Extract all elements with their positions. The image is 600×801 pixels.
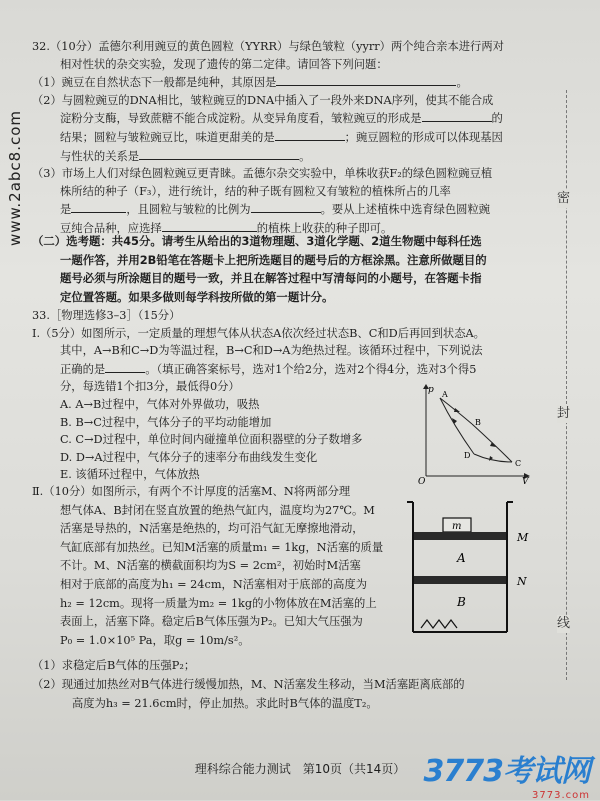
state-d-label: D bbox=[464, 451, 471, 460]
question-32: 32.（10分）孟德尔利用豌豆的黄色圆粒（YYRR）与绿色皱粒（yyrr）两个纯合亲本进行两对 相对性状的杂交实验，发现了遗传的第二定律。请回答下列问题： （1）豌豆在自然状态下一般都是纯种，其原因是 。 （2）与圆粒豌豆的DNA相比，皱粒豌豆的DNA中插入了一段外来DNA序列，使其不能合成 淀粉分支酶，导致蔗糖不能合成淀粉。从变异角度看，皱粒豌豆的形成是 的 结果；圆粒与皱粒豌豆比，味道更甜美的是 ；豌豆圆粒的形成可以体现基因 与性状的关系是 。 （3）市场上人们对绿色圆粒豌豆更青睐。孟德尔杂交实验中，单株收获F₂的绿色圆粒豌豆植 株所结的种子（F₃），进行统计，结的种子既有圆粒又有皱粒的植株所占的几率 是 ，且圆粒与皱粒的比例为 。要从上述植株中选育绿色圆粒豌 豆纯合品种，应选择 的植株上收获的种子即可。 bbox=[32, 38, 564, 238]
pv-diagram bbox=[418, 384, 533, 484]
process-da-curve bbox=[440, 398, 474, 454]
answer-blank bbox=[422, 109, 492, 122]
q33-ii9: P₀ = 1.0×10⁵ Pa，取g = 10m/s²。 bbox=[60, 633, 250, 647]
q33-ii2: 想气体A、B封闭在竖直放置的绝热气缸内，温度均为27℃。M bbox=[60, 503, 375, 517]
elective-instructions bbox=[32, 232, 564, 306]
side-url: www.2abc8.com bbox=[6, 110, 24, 247]
q32-p2b: 淀粉分支酶，导致蔗糖不能合成淀粉。从变异角度看，皱粒豌豆的形成是 bbox=[60, 112, 422, 126]
option-b: B. B→C过程中，气体分子的平均动能增加 bbox=[60, 415, 272, 429]
answer-blank bbox=[251, 200, 321, 213]
q32-head2: 相对性状的杂交实验，发现了遗传的第二定律。请回答下列问题： bbox=[60, 57, 388, 71]
q32-p3b: 株所结的种子（F₃），进行统计，结的种子既有圆粒又有皱粒的植株所占的几率 bbox=[60, 184, 451, 198]
answer-blank bbox=[162, 219, 257, 232]
piston-m-label: M bbox=[517, 531, 529, 544]
elective-line-4: 定位置答题。如果多做则每学科按所做的第一题计分。 bbox=[60, 289, 334, 304]
gas-b-label: B bbox=[457, 595, 466, 609]
option-d: D. D→A过程中，气体分子的速率分布曲线发生变化 bbox=[60, 450, 318, 464]
v-axis-label: V bbox=[522, 477, 529, 484]
state-b-label: B bbox=[475, 418, 481, 427]
q32-p2d: 与性状的关系是 bbox=[60, 149, 140, 163]
origin-label: O bbox=[418, 477, 426, 484]
q32-p3c-mid: ，且圆粒与皱粒的比例为 bbox=[126, 203, 251, 217]
page-footer: 理科综合能力测试 第10页（共14页） bbox=[194, 762, 406, 776]
q32-p2a: （2）与圆粒豌豆的DNA相比，皱粒豌豆的DNA中插入了一段外来DNA序列，使其不能合成 bbox=[32, 93, 494, 107]
seal-dashed-line bbox=[566, 90, 567, 680]
q32-p1: （1）豌豆在自然状态下一般都是纯种，其原因是 bbox=[32, 76, 277, 90]
seal-char-2: 封 bbox=[557, 406, 571, 421]
q33-i4: 分，每选错1个扣3分，最低得0分） bbox=[60, 380, 240, 394]
seal-char-3: 线 bbox=[557, 616, 571, 631]
state-a-label: A bbox=[442, 390, 448, 399]
elective-line-3: 题号必须与所涂题目的题号一致，并且在解答过程中写清每问的小题号，在答题卡指 bbox=[60, 271, 482, 285]
q33-i3-end: 。（填正确答案标号，选对1个给2分，选对2个得4分，选对3个得5 bbox=[145, 362, 477, 376]
q32-head: 32.（10分）孟德尔利用豌豆的黄色圆粒（YYRR）与绿色皱粒（yyrr）两个纯合亲本进行两对 bbox=[32, 40, 504, 53]
arrow-ab-icon bbox=[454, 408, 460, 412]
option-c: C. C→D过程中，单位时间内碰撞单位面积器壁的分子数增多 bbox=[60, 433, 363, 447]
q32-p3a: （3）市场上人们对绿色圆粒豌豆更青睐。孟德尔杂交实验中，单株收获F₂的绿色圆粒豌豆植 bbox=[32, 167, 493, 181]
seal-char-1: 密 bbox=[557, 191, 571, 206]
q32-p2b-end: 的 bbox=[491, 112, 503, 126]
q33-head: 33.［物理选修3–3］（15分） bbox=[32, 309, 181, 322]
q32-p3d: 豆纯合品种，应选择 bbox=[60, 221, 162, 235]
option-a: A. A→B过程中，气体对外界做功，吸热 bbox=[60, 397, 260, 411]
q33-sub1: （1）求稳定后B气体的压强P₂； bbox=[32, 659, 196, 672]
q32-p2c-end: ；豌豆圆粒的形成可以体现基因 bbox=[344, 130, 503, 144]
answer-blank bbox=[71, 200, 126, 213]
option-e: E. 该循环过程中，气体放热 bbox=[60, 468, 200, 482]
elective-line-1: （二）选考题：共45分。请考生从给出的3道物理题、3道化学题、2道生物题中每科任选 bbox=[32, 234, 482, 248]
q33-ii6: 相对于底部的高度为h₁ = 24cm，N活塞相对于底部的高度为 bbox=[60, 577, 367, 591]
piston-m bbox=[414, 532, 506, 540]
piston-n bbox=[414, 576, 506, 584]
answer-blank bbox=[139, 147, 299, 160]
q33-i2: 其中，A→B和C→D为等温过程，B→C和D→A为绝热过程。该循环过程中，下列说法 bbox=[60, 344, 483, 358]
q33-sub2a: （2）现通过加热丝对B气体进行缓慢加热，M、N活塞发生移动，当M活塞距离底部的 bbox=[32, 678, 465, 691]
site-watermark bbox=[424, 746, 591, 801]
state-c-label: C bbox=[515, 459, 522, 468]
q32-p3c: 是 bbox=[60, 203, 72, 217]
q32-p3d-end: 的植株上收获的种子即可。 bbox=[256, 221, 393, 235]
q33-sub2b: 高度为h₃ = 21.6cm时，停止加热。求此时B气体的温度T₂。 bbox=[72, 697, 378, 710]
q33-ii7: h₂ = 12cm。现将一质量为m₂ = 1kg的小物体放在M活塞的上 bbox=[60, 596, 377, 610]
watermark-sub: 3773.com bbox=[532, 790, 590, 801]
q33-ii4: 气缸底部有加热丝。已知M活塞的质量m₁ = 1kg，N活塞的质量 bbox=[60, 540, 384, 554]
answer-blank bbox=[275, 128, 345, 141]
heating-wire-icon bbox=[421, 620, 457, 628]
gas-a-label: A bbox=[457, 551, 466, 565]
elective-line-2: 一题作答，并用2B铅笔在答题卡上把所选题目的题号后的方框涂黑。注意所做题目的 bbox=[60, 252, 487, 267]
question-33-subquestions bbox=[32, 656, 564, 713]
answer-blank bbox=[276, 73, 456, 86]
piston-n-label: N bbox=[517, 575, 527, 588]
question-33-part-2 bbox=[32, 483, 392, 650]
q33-ii3: 活塞是导热的，N活塞是绝热的，均可沿气缸无摩擦地滑动， bbox=[60, 522, 364, 536]
q33-ii8: 表面上，活塞下降。稳定后B气体压强为P₂。已知大气压强为 bbox=[60, 615, 363, 629]
mass-label: m bbox=[452, 521, 462, 532]
q33-i1: Ⅰ.（5分）如图所示，一定质量的理想气体从状态A依次经过状态B、C和D后再回到状态A。 bbox=[32, 326, 485, 340]
watermark-main: 3773考试网 bbox=[423, 754, 590, 789]
q32-p2c: 结果；圆粒与皱粒豌豆比，味道更甜美的是 bbox=[60, 130, 275, 144]
q33-ii1: Ⅱ.（10分）如图所示，有两个不计厚度的活塞M、N将两部分理 bbox=[32, 485, 351, 498]
piston-cylinder-diagram bbox=[395, 498, 545, 638]
q32-p3c-end: 。要从上述植株中选育绿色圆粒豌 bbox=[320, 203, 491, 217]
arrow-bc-icon bbox=[490, 442, 496, 447]
p-axis-label: p bbox=[428, 385, 434, 395]
q33-ii5: 不计。M、N活塞的横截面积均为S = 2cm²，初始时M活塞 bbox=[60, 559, 361, 573]
q33-i3: 正确的是 bbox=[60, 362, 106, 376]
answer-blank bbox=[105, 360, 145, 373]
